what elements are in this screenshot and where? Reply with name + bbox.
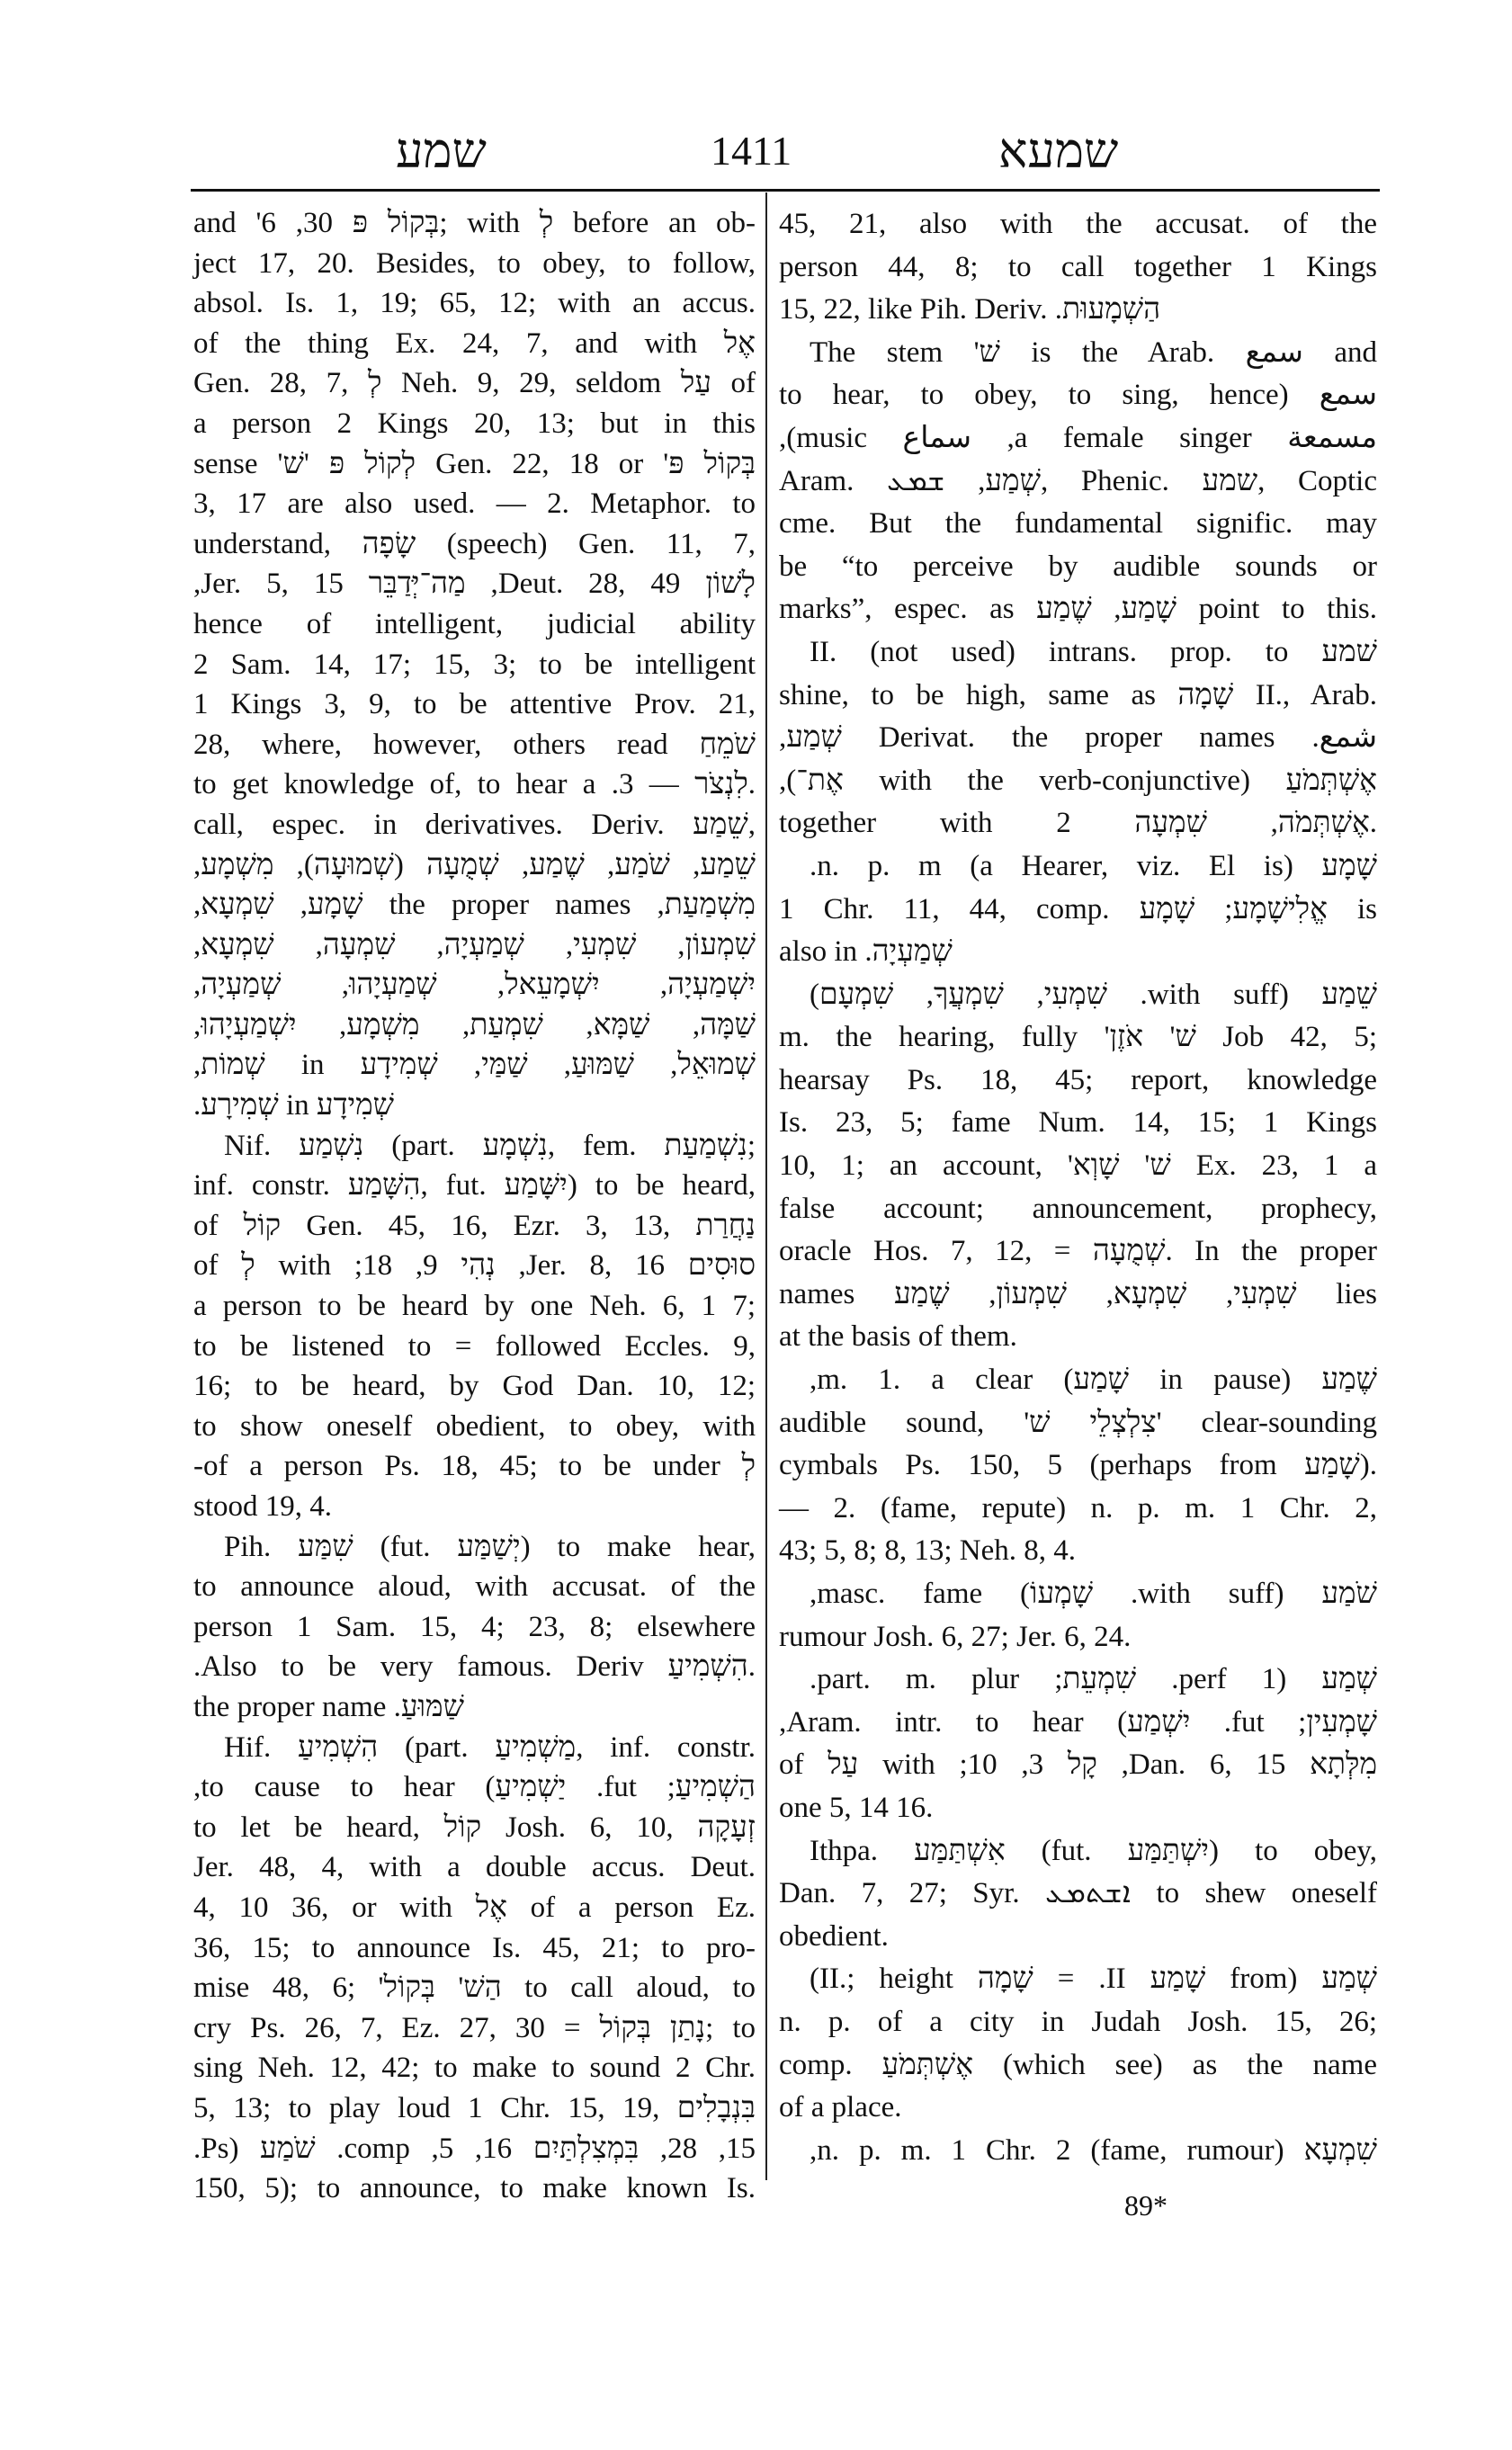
text-line: one 5, 14 16.: [779, 1791, 934, 1824]
text-line: inf. constr. הִשָּׁמַע, fut. יִשָּׁמַע) to be heard,: [193, 1169, 756, 1203]
text-line: سمع (to hear, to obey, to sing, hence: [779, 379, 1377, 412]
running-head-right: שמעא: [998, 124, 1119, 178]
signature-mark: 89*: [1124, 2189, 1168, 2222]
text-line: شمع. Derivat. the proper names שְׁמַע,: [779, 721, 1377, 755]
text-line: cme. But the fundamental signific. may: [779, 507, 1377, 541]
text-line: and 'בְּקוֹל פּ 30, 6; with לְ before an ob-: [193, 207, 756, 239]
text-line: שָׁמְעִין; fut. יִשְׁמַע) Aram. intr. to hear,: [779, 1705, 1377, 1739]
text-line: sing Neh. 12, 42; to make to sound 2 Chr.: [193, 2052, 756, 2085]
text-line: false account; announcement, prophecy,: [779, 1192, 1377, 1225]
text-line: cymbals Ps. 150, 5 (perhaps from שָׁמַע).: [779, 1449, 1377, 1482]
text-line: مسمعة a female singer, سماع music),: [779, 421, 1378, 454]
text-line: 36, 15; to announce Is. 45, 21; to pro-: [193, 1931, 756, 1964]
text-line: שֵׁמַע (with suff. שִׁמְעִי, שִׁמְעֲךָ, שִׁמְעָם): [810, 978, 1378, 1011]
text-line: person 44, 8; to call together 1 Kings: [779, 250, 1377, 283]
text-line: שְׁמִידָע in שְׁמִירָע.: [193, 1089, 395, 1122]
text-line: 2 Sam. 14, 17; 15, 3; to be intelligent: [193, 648, 756, 681]
text-line: 1 Chr. 11, 44, comp. אֱלִישָׁמָע; שָׁמָע is: [779, 892, 1377, 925]
text-line: — 2. (fame, repute) n. p. m. 1 Chr. 2,: [779, 1491, 1377, 1525]
text-line: שַׁמָּה, שַׁמָּא, שִׁמְעַת, מִשְׁמָע, יִשְׁמַעְיָהוּ,: [193, 1008, 756, 1042]
text-line: 1 Kings 3, 9, to be attentive Prov. 21,: [193, 688, 756, 721]
text-line: be “to perceive by audible sounds or: [779, 550, 1377, 583]
text-line: obedient.: [779, 1919, 889, 1953]
page-number: 1411: [711, 128, 792, 174]
right-column: [779, 203, 1377, 2172]
text-line: ject 17, 20. Besides, to obey, to follow,: [193, 246, 756, 280]
text-line: oracle Hos. 7, 12, = שְׁמֻעָה. In the proper: [779, 1235, 1377, 1268]
text-line: 16; to be heard, by God Dan. 10, 12;: [193, 1370, 756, 1403]
text-line: at the basis of them.: [779, 1320, 1017, 1354]
text-line: audible sound, 'צִלְצְלֵי שׁ' clear-sounding: [779, 1406, 1377, 1439]
text-line: שֵׁמַע, שֹׁמַע, שֶׁמַע, שְׁמֻעָה (שְׁמוּעָה), מִשְׁמָע,: [193, 848, 756, 881]
text-line: together with אֶשְׁתְּמֹה, שִׁמְעָה 2.: [779, 807, 1377, 840]
text-line: mise 48, 6; 'הַשׁ' בְּקוֹל to call aloud, to: [193, 1972, 756, 2005]
text-line: m. the hearing, fully 'שׁ' אֹזֶן Job 42, 5;: [779, 1021, 1377, 1054]
text-line: of קוֹל Gen. 45, 16, Ezr. 3, 13, נַחֲרַת: [193, 1209, 756, 1242]
text-line: Jer. 48, 4, with a double accus. Deut.: [193, 1851, 756, 1884]
left-column: [193, 203, 756, 2209]
header-rule: [191, 189, 1380, 192]
text-line: שָׁמָע (a Hearer, viz. El is) n. p. m.: [810, 849, 1377, 882]
text-line: .הִשְׁמִיעַ Also to be very famous. Deriv.: [193, 1650, 756, 1684]
text-line: also in .שְׁמַעְיָה: [779, 935, 953, 969]
text-line: The stem 'שׁ is the Arab. سمع and: [810, 335, 1378, 369]
text-line: marks”, espec. as שָׁמַע, שֶׁמַע point to this.: [779, 593, 1378, 626]
text-line: cry Ps. 26, 7, Ez. 27, 30 = נָתַן בְּקוֹל; to: [193, 2011, 756, 2044]
text-line: absol. Is. 1, 19; 65, 12; with an accus.: [193, 287, 756, 320]
text-line: .לִנְצֹר — 3. to get knowledge of, to hear a: [193, 768, 756, 801]
running-head-left: שמע: [396, 124, 487, 178]
text-line: 5, 13; to play loud 1 Chr. 15, 19, בִּנְבָלִים: [193, 2091, 756, 2124]
text-line: שְׁמַע (from שָׁמַע II. = שָׁמָה II.; height): [810, 1963, 1377, 1996]
text-line: stood 19, 4.: [193, 1490, 333, 1523]
text-line: hearsay Ps. 18, 45; report, knowledge: [779, 1063, 1377, 1096]
text-line: 3, 17 are also used. — 2. Metaphor. to: [193, 487, 756, 521]
text-line: call, espec. in derivatives. Deriv. שֵׁמַע,: [193, 808, 756, 841]
text-line: 45, 21, also with the accusat. of the: [779, 208, 1377, 240]
text-line: יִשְׁמַעְיָה, יִשְׁמָעֵאל, שְׁמַעְיָהוּ, שְׁמַעְיָה,: [193, 969, 756, 1002]
text-line: Nif. נִשְׁמַע (part. נִשְׁמָע, fem. נִשְׁמַעַת;: [224, 1129, 756, 1162]
text-line: sense 'לְקוֹל פּ 'שׁ Gen. 22, 18 or 'בְּקוֹל פּ: [193, 447, 756, 480]
text-line: to let be heard, קוֹל Josh. 6, 10, זְעָקָה: [193, 1811, 756, 1844]
text-line: שִׁמְעָא (fame, rumour) n. p. m. 1 Chr. 2,: [810, 2133, 1377, 2167]
text-line: hence of intelligent, judicial ability: [193, 607, 756, 640]
text-line: Pih. שִׁמַּע (fut. יְשַׁמַּע) to make hear,: [224, 1530, 756, 1563]
text-line: 28, where, however, others read שֹׁמֵחַ: [193, 728, 756, 761]
text-line: rumour Josh. 6, 27; Jer. 6, 24.: [779, 1620, 1132, 1653]
text-line: the proper name .שַׁמּוּעַ: [193, 1690, 464, 1723]
text-line: הַשְׁמִיעַ; fut. יַשְׁמִיעַ) to cause to hear,: [193, 1771, 756, 1804]
text-line: מִשְׁמַעַת, the proper names שָׁמָע, שִׁמְעָא,: [193, 889, 756, 922]
text-line: comp. אֶשְׁתְּמֹעַ (which see) as the name: [779, 2048, 1377, 2081]
text-line: names שִׁמְעִי, שִׁמְעָא, שִׁמְעוֹן, שֶׁמַע lies: [779, 1277, 1377, 1310]
text-line: שְׁמַע (1 perf. שִׁמְעֵת; part. m. plur.: [810, 1663, 1377, 1696]
text-line: understand, שָׂפָה (speech) Gen. 11, 7,: [193, 527, 756, 560]
text-line: שְׁמוּאֵל, שַׁמּוּעַ, שַׁמַּי, שְׁמִידָע in שְׁמוֹת,: [193, 1049, 756, 1082]
text-line: Aram. שְׁמַע, ܫܡܥ, Phenic. שמע, Coptic: [779, 464, 1377, 497]
text-line: לְ of a person Ps. 18, 45; to be under-: [193, 1450, 756, 1483]
text-line: to announce aloud, with accusat. of the: [193, 1570, 756, 1604]
text-line: 150, 5); to announce, to make known Is.: [193, 2172, 756, 2205]
text-line: Dan. 7, 27; Syr. ܐܫܬܡܥ to shew oneself: [779, 1877, 1377, 1910]
text-line: 15, 22, like Pih. Deriv. .הַשְׁמָעוּת: [779, 293, 1161, 326]
text-line: to be listened to = followed Eccles. 9,: [193, 1329, 756, 1363]
text-line: a person 2 Kings 20, 13; but in this: [193, 407, 756, 440]
text-line: 10, 1; an account, 'שׁ' שָׁוְא Ex. 23, 1 a: [779, 1149, 1378, 1183]
text-line: Is. 23, 5; fame Num. 14, 15; 1 Kings: [779, 1106, 1377, 1140]
text-line: to show oneself obedient, to obey, with: [193, 1409, 756, 1443]
text-line: סוּסִים Jer. 8, 16, נְהִי 9, 18; with לְ of: [193, 1249, 756, 1283]
text-line: שׁמע II. (not used) intrans. prop. to: [810, 635, 1377, 668]
text-line: מִלְּתָא Dan. 6, 15, קָל 3, 10; with עַל of: [779, 1748, 1378, 1782]
text-line: person 1 Sam. 15, 4; 23, 8; elsewhere: [193, 1610, 756, 1643]
text-line: Hif. הִשְׁמִיעַ (part. מַשְׁמִיעַ, inf. constr.: [224, 1730, 756, 1764]
text-line: of a place.: [779, 2091, 902, 2124]
text-line: 15, 28, בִּמְצִלְתַּיִם 16, 5, comp. שֹׁמַע (Ps.: [193, 2132, 756, 2165]
text-line: לָשׁוֹן Deut. 28, 49, מַה־יְּדַבֵּר Jer. 5, 15,: [193, 568, 756, 601]
text-line: Ithpa. אִשְׁתַּמַּע (fut. יִשְׁתַּמַּע) to obey,: [810, 1834, 1377, 1867]
text-line: שִׁמְעוֹן, שִׁמְעִי, שְׁמַעְיָה, שִׁמְעָה, שִׁמְעָא,: [193, 928, 756, 961]
text-line: of the thing Ex. 24, 7, and with אֶל: [193, 326, 756, 360]
text-line: אֶשְׁתְּמֹעַ (with the verb-conjunctive אֶת־),: [779, 764, 1377, 797]
text-line: 4, 10 36, or with אֶל of a person Ez.: [193, 1891, 756, 1924]
text-line: שֹׁמַע (with suff. שָׁמְעוֹ) masc. fame,: [810, 1578, 1377, 1610]
text-line: Gen. 28, 7, לְ Neh. 9, 29, seldom עַל of: [193, 367, 756, 400]
text-line: shine, to be high, same as שָׁמָה II., Arab.: [779, 678, 1377, 711]
text-line: n. p. of a city in Judah Josh. 15, 26;: [779, 2005, 1377, 2038]
column-divider: [765, 192, 767, 2180]
text-line: 43; 5, 8; 8, 13; Neh. 8, 4.: [779, 1534, 1076, 1568]
text-line: a person to be heard by one Neh. 6, 1 7;: [193, 1290, 756, 1323]
text-line: שֶׁמַע (in pause שָׁמַע) m. 1. a clear,: [810, 1364, 1377, 1397]
